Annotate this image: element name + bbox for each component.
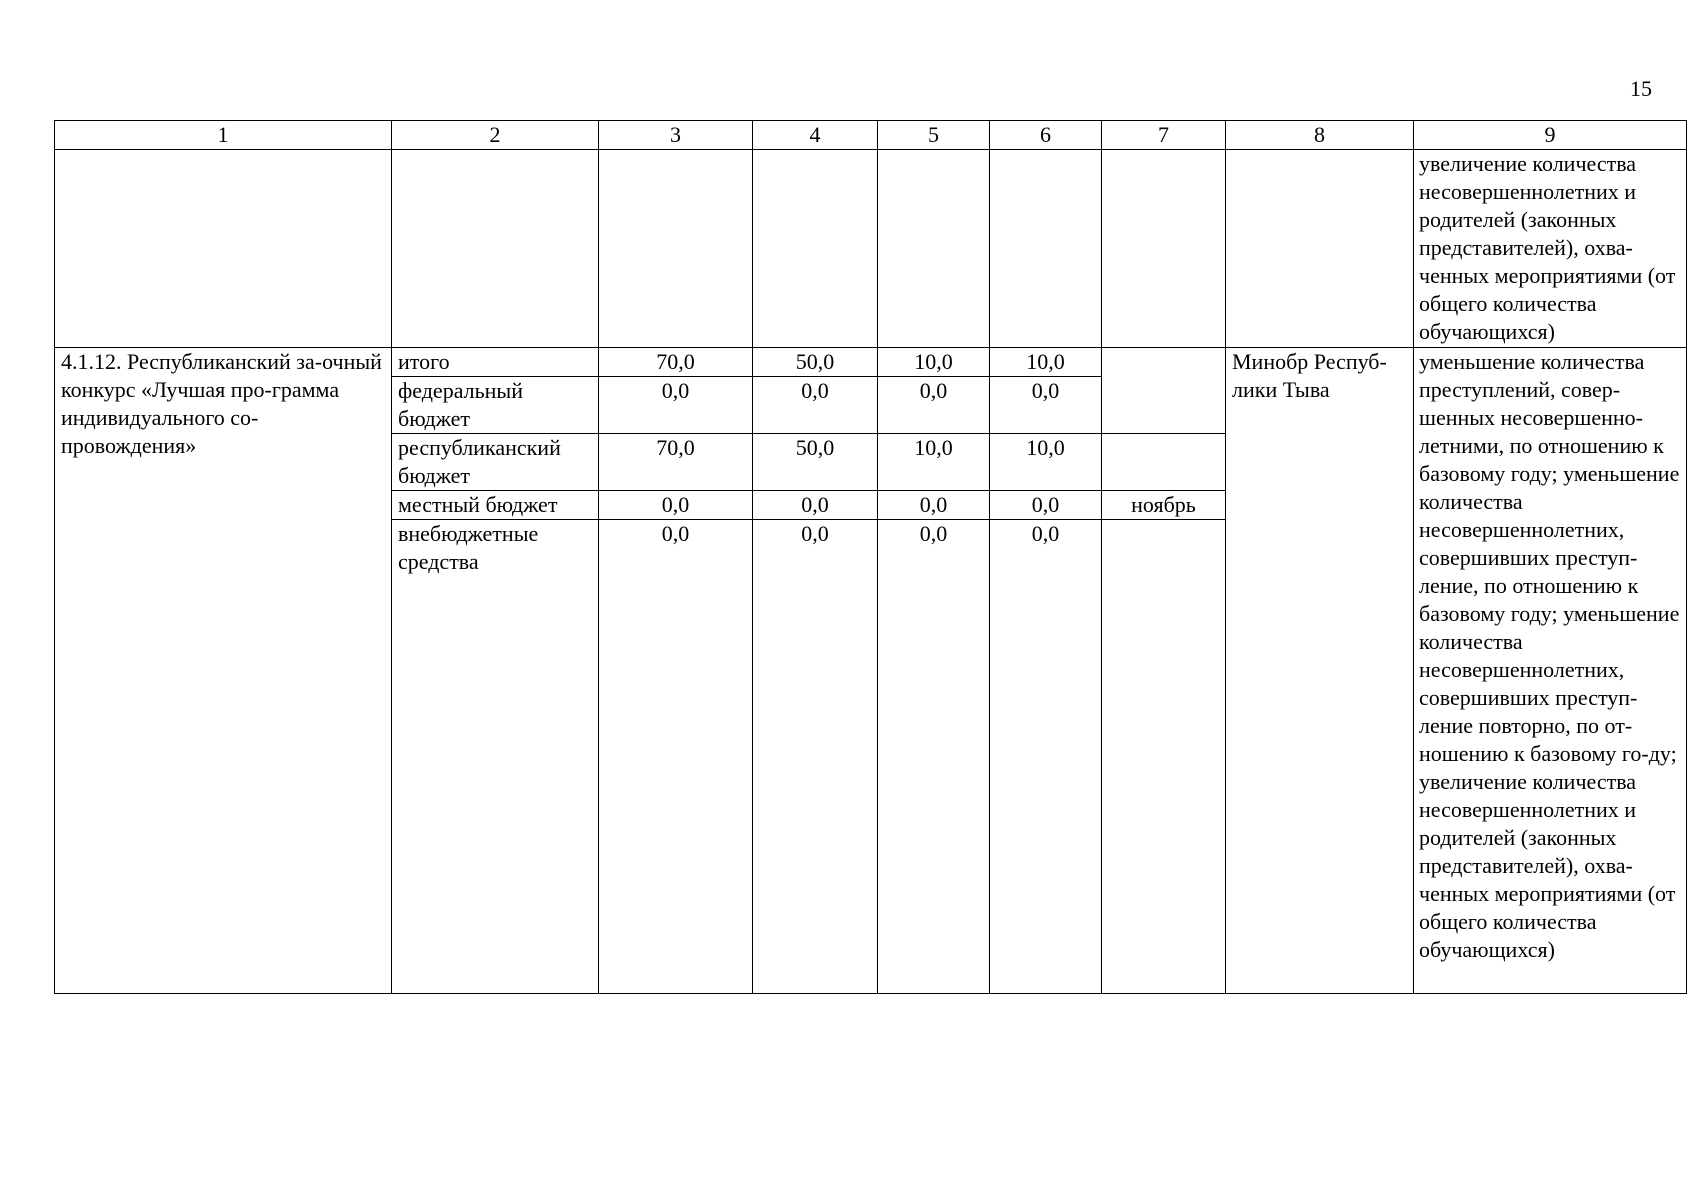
value-cell: 0,0 bbox=[990, 377, 1102, 434]
value-cell: 10,0 bbox=[878, 348, 990, 377]
value-cell: 0,0 bbox=[753, 520, 878, 994]
header-col-7: 7 bbox=[1102, 121, 1226, 150]
value-cell: 0,0 bbox=[599, 520, 753, 994]
source-label: итого bbox=[392, 348, 599, 377]
value-cell: 70,0 bbox=[599, 348, 753, 377]
item-executor: Минобр Респуб-лики Тыва bbox=[1226, 348, 1414, 994]
value-cell: 10,0 bbox=[990, 348, 1102, 377]
header-col-5: 5 bbox=[878, 121, 990, 150]
value-cell: 0,0 bbox=[753, 377, 878, 434]
value-cell: 0,0 bbox=[599, 377, 753, 434]
value-cell: 0,0 bbox=[878, 377, 990, 434]
value-cell: 50,0 bbox=[753, 434, 878, 491]
item-deadline: ноябрь bbox=[1102, 491, 1226, 520]
source-label: внебюджетные средства bbox=[392, 520, 599, 994]
value-cell: 10,0 bbox=[990, 434, 1102, 491]
page-number: 15 bbox=[1630, 76, 1652, 101]
value-cell: 70,0 bbox=[599, 434, 753, 491]
value-cell: 0,0 bbox=[878, 520, 990, 994]
source-label: республиканский бюджет bbox=[392, 434, 599, 491]
header-col-9: 9 bbox=[1414, 121, 1687, 150]
header-col-3: 3 bbox=[599, 121, 753, 150]
value-cell: 0,0 bbox=[990, 491, 1102, 520]
value-cell: 50,0 bbox=[753, 348, 878, 377]
value-cell: 0,0 bbox=[878, 491, 990, 520]
source-label: федеральный бюджет bbox=[392, 377, 599, 434]
header-col-4: 4 bbox=[753, 121, 878, 150]
header-col-2: 2 bbox=[392, 121, 599, 150]
item-result: уменьшение количества преступлений, совер-шенных несовершенно-летними, по отношению к базовому году; уменьшение количества несовершеннолетних, совершивших преступ-ление, по отношению к базовому году; уменьшение количества несовершеннолетних, совершивших преступ-ление повторно, по от-ношению к базовому го-ду; увеличение количества несовершеннолетних и родителей (законных представителей), охва-ченных мероприятиями (от общего количества обучающихся) bbox=[1414, 348, 1687, 994]
value-cell: 0,0 bbox=[990, 520, 1102, 994]
value-cell: 10,0 bbox=[878, 434, 990, 491]
item-title: 4.1.12. Республиканский за-очный конкурс «Лучшая про-грамма индивидуального со-провождения» bbox=[55, 348, 392, 994]
header-col-1: 1 bbox=[55, 121, 392, 150]
header-row bbox=[55, 121, 1687, 150]
item-row-total bbox=[55, 348, 1687, 377]
value-cell: 0,0 bbox=[753, 491, 878, 520]
header-col-6: 6 bbox=[990, 121, 1102, 150]
measures-table bbox=[54, 120, 1687, 994]
source-label: местный бюджет bbox=[392, 491, 599, 520]
continuation-result: увеличение количества несовершеннолетних и родителей (законных представителей), охва-ченных мероприятиями (от общего количества обучающихся) bbox=[1414, 150, 1687, 348]
header-col-8: 8 bbox=[1226, 121, 1414, 150]
value-cell: 0,0 bbox=[599, 491, 753, 520]
continuation-row bbox=[55, 150, 1687, 348]
